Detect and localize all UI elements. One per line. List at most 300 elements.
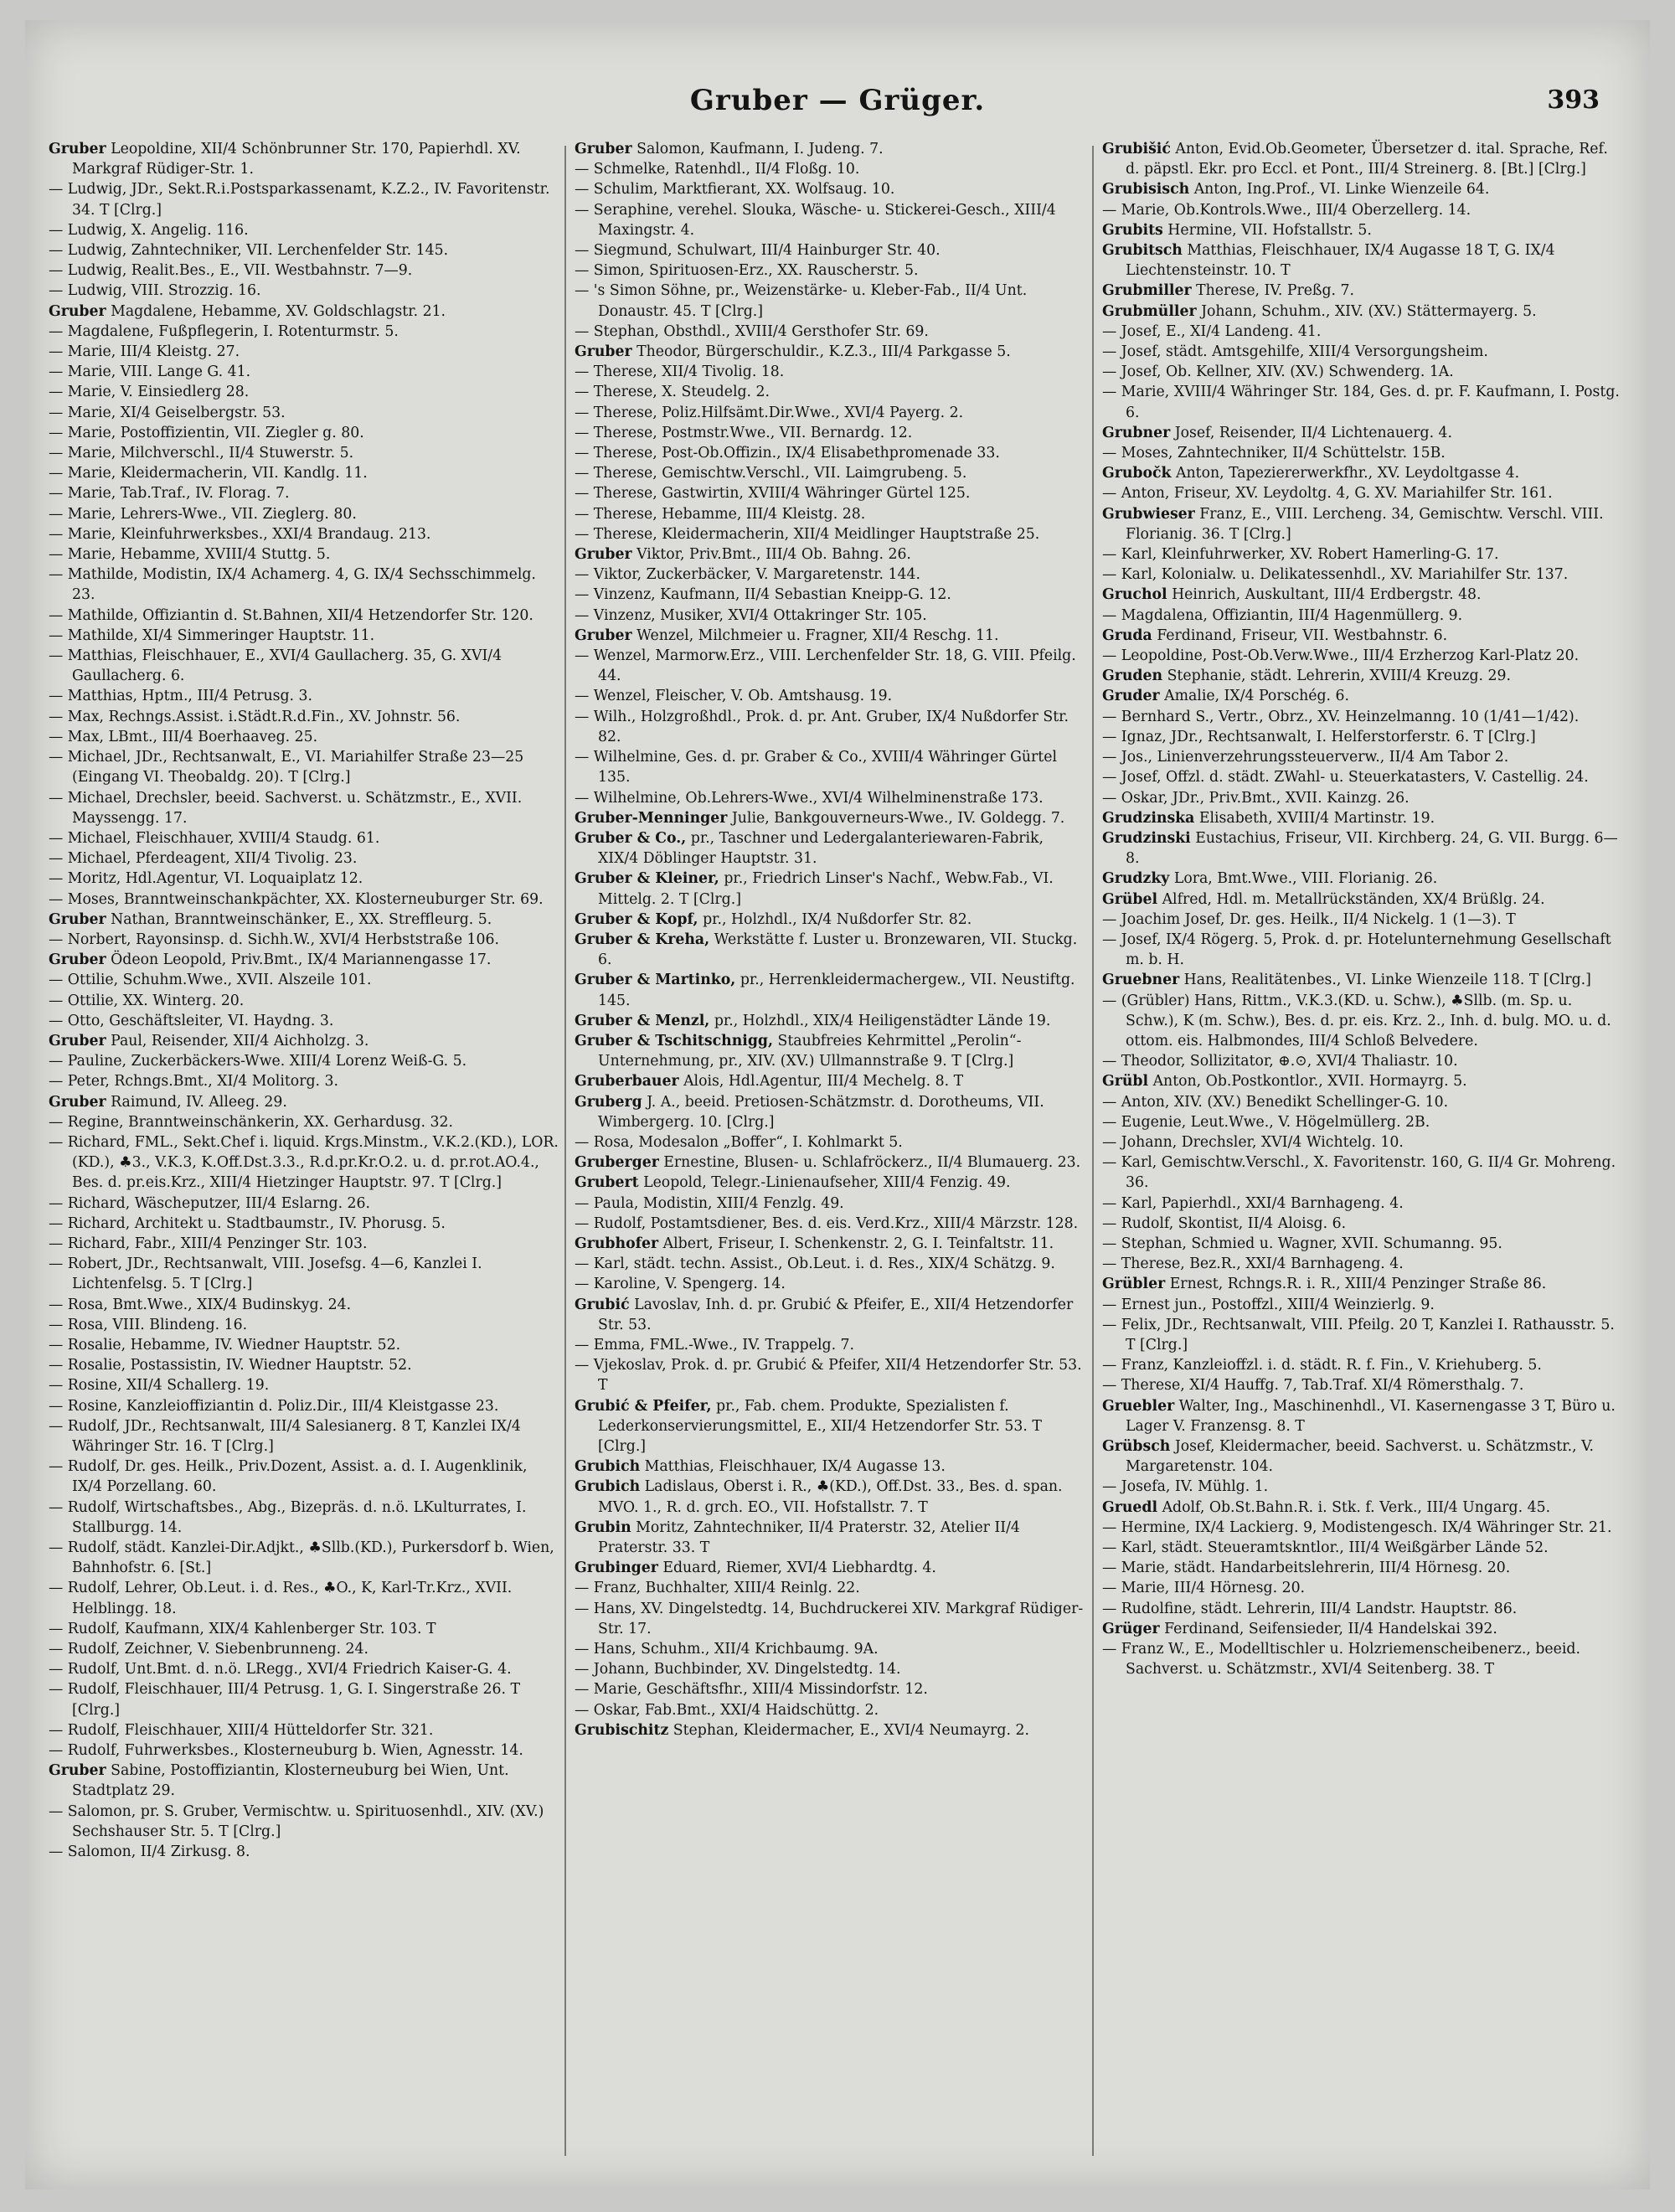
directory-entry xyxy=(1102,1498,1621,1518)
entry-details: — Richard, Wäscheputzer, III/4 Eslarng. 26. xyxy=(49,1194,371,1212)
directory-entry xyxy=(575,342,1085,362)
directory-entry xyxy=(49,991,559,1011)
directory-entry xyxy=(575,585,1085,605)
entry-details: — Wilhelmine, Ob.Lehrers-Wwe., XVI/4 Wilhelminenstraße 173. xyxy=(575,789,1044,807)
directory-entry xyxy=(575,1152,1085,1173)
entry-details: — Marie, XVIII/4 Währinger Str. 184, Ges. d. pr. F. Kaufmann, I. Postg. 6. xyxy=(1102,384,1620,421)
entry-details: — Ludwig, Realit.Bes., E., VII. Westbahnstr. 7—9. xyxy=(49,262,413,280)
entry-surname: Grubischitz xyxy=(575,1721,669,1739)
entry-details: Werkstätte f. Luster u. Bronzewaren, VII. Stuckg. 6. xyxy=(598,931,1078,969)
directory-entry xyxy=(1102,606,1621,626)
entry-surname: Grubisisch xyxy=(1102,181,1190,199)
entry-details: — Ludwig, VIII. Strozzig. 16. xyxy=(49,282,261,300)
entry-details: — Rosa, VIII. Blindeng. 16. xyxy=(49,1316,248,1333)
running-title: Gruber — Grüger. xyxy=(689,84,986,117)
entry-details: — Josef, Ob. Kellner, XIV. (XV.) Schwenderg. 1A. xyxy=(1102,364,1454,381)
directory-entry xyxy=(575,970,1085,1010)
directory-entry xyxy=(575,747,1085,787)
entry-details: — Matthias, Fleischhauer, E., XVI/4 Gaullacherg. 35, G. XVI/4 Gaullacherg. 6. xyxy=(49,647,502,685)
entry-details: Leopold, Telegr.-Linienaufseher, XIII/4 Fenzig. 49. xyxy=(643,1174,1011,1192)
entry-details: — Josef, städt. Amtsgehilfe, XIII/4 Versorgungsheim. xyxy=(1102,343,1488,361)
entry-details: Eduard, Riemer, XVI/4 Liebhardtg. 4. xyxy=(662,1560,936,1577)
entry-surname: Grübler xyxy=(1102,1276,1166,1293)
entry-surname: Grubhofer xyxy=(575,1235,659,1252)
entry-details: — Michael, JDr., Rechtsanwalt, E., VI. Mariahilfer Straße 23—25 (Eingang VI. Theobaldg. 20). T [Clrg.] xyxy=(49,749,524,786)
directory-entry xyxy=(49,707,559,727)
entry-surname: Grubwieser xyxy=(1102,505,1195,523)
entry-details: — Therese, XI/4 Hauffg. 7, Tab.Traf. XI/4 Römersthalg. 7. xyxy=(1102,1377,1524,1395)
directory-entry xyxy=(1102,788,1621,808)
entry-details: — Rosalie, Postassistin, IV. Wiedner Hauptstr. 52. xyxy=(49,1357,412,1374)
entry-details: — Rosalie, Hebamme, IV. Wiedner Hauptstr. 52. xyxy=(49,1336,401,1353)
entry-surname: Grubitsch xyxy=(1102,242,1183,260)
directory-entry xyxy=(1102,910,1621,930)
entry-details: — Karl, Kolonialw. u. Delikatessenhdl., XV. Mariahilfer Str. 137. xyxy=(1102,566,1569,584)
directory-entry xyxy=(49,910,559,930)
entry-details: Staubfreies Kehrmittel „Perolin“-Unternehmung, pr., XIV. (XV.) Ullmannstraße 9. T [Clrg.] xyxy=(598,1032,1022,1070)
entry-details: — Moses, Zahntechniker, II/4 Schüttelstr. 15B. xyxy=(1102,445,1446,462)
directory-entry xyxy=(575,322,1085,342)
entry-details: — (Grübler) Hans, Rittm., V.K.3.(KD. u. Schw.), ♣Sllb. (m. Sp. u. Schw.), K (m. Schw.), Bes. d. pr. eis. Krz. 2., Inh. d. bulg. MO. u. d. ottom. eis. Halbmondes, III/4 Schloß Belvedere. xyxy=(1102,992,1611,1049)
directory-entry xyxy=(575,1214,1085,1234)
directory-entry xyxy=(575,626,1085,646)
directory-entry xyxy=(1102,1518,1621,1538)
directory-entry xyxy=(49,179,559,219)
directory-entry xyxy=(49,1538,559,1578)
entry-details: — Marie, XI/4 Geiselbergstr. 53. xyxy=(49,404,286,421)
directory-entry xyxy=(1102,1436,1621,1477)
directory-column-3 xyxy=(1102,139,1621,2158)
directory-entry xyxy=(575,260,1085,281)
directory-entry xyxy=(575,828,1085,869)
entry-details: Salomon, Kaufmann, I. Judeng. 7. xyxy=(636,141,884,157)
entry-details: Julie, Bankgouverneurs-Wwe., IV. Goldegg. 7. xyxy=(731,809,1065,827)
directory-entry xyxy=(575,646,1085,686)
entry-details: — Magdalene, Fußpflegerin, I. Rotenturmstr. 5. xyxy=(49,322,399,340)
directory-entry xyxy=(1102,463,1621,483)
entry-surname: Gruber & Kleiner, xyxy=(575,870,719,888)
directory-entry xyxy=(1102,139,1621,179)
entry-details: Moritz, Zahntechniker, II/4 Praterstr. 32, Atelier II/4 Praterstr. 33. T xyxy=(598,1518,1020,1557)
directory-entry xyxy=(575,707,1085,747)
entry-details: — Richard, FML., Sekt.Chef i. liquid. Krgs.Minstm., V.K.2.(KD.), LOR.(KD.), ♣3., V.K.3, K.Off.Dst.3.3., R.d.pr.Kr.O.2. u. d. pr.rot.AO.4., Bes. d. pr.eis.Krz., XIII/4 Hietzinger Hauptstr. 97. T [Clrg.] xyxy=(49,1133,559,1192)
directory-entry xyxy=(49,606,559,626)
directory-entry xyxy=(49,1679,559,1720)
directory-entry xyxy=(49,1619,559,1639)
entry-details: — Karoline, V. Spengerg. 14. xyxy=(575,1276,786,1293)
directory-entry xyxy=(1102,220,1621,240)
entry-surname: Grüger xyxy=(1102,1620,1160,1637)
entry-details: — Joachim Josef, Dr. ges. Heilk., II/4 Nickelg. 1 (1—3). T xyxy=(1102,910,1516,928)
entry-details: — Rosa, Bmt.Wwe., XIX/4 Budinskyg. 24. xyxy=(49,1296,352,1313)
entry-details: — Rudolf, städt. Kanzlei-Dir.Adjkt., ♣Sllb.(KD.), Purkersdorf b. Wien, Bahnhofstr. 6. [St.] xyxy=(49,1539,554,1577)
entry-details: — Otto, Geschäftsleiter, VI. Haydng. 3. xyxy=(49,1012,334,1029)
entry-details: Heinrich, Auskultant, III/4 Erdbergstr. 48. xyxy=(1172,586,1482,604)
directory-entry xyxy=(1102,504,1621,544)
entry-details: Josef, Kleidermacher, beeid. Sachverst. u. Schätzmstr., V. Margaretenstr. 104. xyxy=(1126,1438,1595,1476)
entry-details: Matthias, Fleischhauer, IX/4 Augasse 13. xyxy=(644,1458,946,1476)
entry-surname: Grubić & Pfeifer, xyxy=(575,1397,712,1415)
directory-entry xyxy=(1102,1538,1621,1558)
entry-details: Nathan, Branntweinschänker, E., XX. Streffleurg. 5. xyxy=(111,910,492,928)
entry-surname: Gruber xyxy=(49,1032,106,1049)
directory-entry xyxy=(1102,707,1621,727)
entry-details: — Salomon, pr. S. Gruber, Vermischtw. u. Spirituosenhdl., XIV. (XV.) Sechshauser Str. 5. T [Clrg.] xyxy=(49,1802,544,1840)
entry-details: — Johann, Drechsler, XVI/4 Wichtelg. 10. xyxy=(1102,1133,1404,1151)
entry-details: Hermine, VII. Hofstallstr. 5. xyxy=(1167,221,1372,239)
directory-entry xyxy=(49,1659,559,1679)
directory-entry xyxy=(49,788,559,828)
entry-details: — Therese, Kleidermacherin, XII/4 Meidlinger Hauptstraße 25. xyxy=(575,525,1040,543)
entry-details: Elisabeth, XVIII/4 Martinstr. 19. xyxy=(1198,809,1435,827)
directory-entry xyxy=(575,1295,1085,1335)
directory-entry xyxy=(575,362,1085,382)
entry-details: — Franz, Kanzleioffzl. i. d. städt. R. f. Fin., V. Kriehuberg. 5. xyxy=(1102,1357,1542,1374)
page-header xyxy=(25,84,1650,126)
directory-entry xyxy=(49,1194,559,1214)
entry-details: pr., Herrenkleidermachergew., VII. Neustiftg. 145. xyxy=(598,972,1075,1009)
entry-details: — Hermine, IX/4 Lackierg. 9, Modistengesch. IX/4 Währinger Str. 21. xyxy=(1102,1518,1612,1536)
entry-details: Stephanie, städt. Lehrerin, XVIII/4 Kreuzg. 29. xyxy=(1167,668,1512,685)
directory-entry xyxy=(1102,828,1621,869)
directory-entry xyxy=(1102,423,1621,443)
entry-surname: Gruder xyxy=(1102,688,1160,705)
directory-entry xyxy=(1102,1396,1621,1436)
entry-surname: Gruber-Menninger xyxy=(575,809,728,827)
entry-details: — Anton, Friseur, XV. Leydoltg. 4, G. XV. Mariahilfer Str. 161. xyxy=(1102,485,1553,503)
entry-details: Lavoslav, Inh. d. pr. Grubić & Pfeifer, E., XII/4 Hetzendorfer Str. 53. xyxy=(598,1296,1074,1333)
directory-entry xyxy=(1102,1355,1621,1375)
entry-details: — Anton, XIV. (XV.) Benedikt Schellinger-G. 10. xyxy=(1102,1093,1449,1111)
entry-details: — Marie, Hebamme, XVIII/4 Stuttg. 5. xyxy=(49,546,331,564)
entry-details: — Max, Rechngs.Assist. i.Städt.R.d.Fin., XV. Johnstr. 56. xyxy=(49,708,461,725)
directory-entry xyxy=(1102,991,1621,1052)
directory-entry xyxy=(1102,1092,1621,1112)
directory-entry xyxy=(49,848,559,869)
entry-details: — Moses, Branntweinschankpächter, XX. Klosterneuburger Str. 69. xyxy=(49,890,544,908)
directory-entry xyxy=(49,1578,559,1618)
entry-details: — Rosine, Kanzleioffiziantin d. Poliz.Dir., III/4 Kleistgasse 23. xyxy=(49,1397,499,1415)
entry-details: Ernestine, Blusen- u. Schlafröckerz., II/4 Blumauerg. 23. xyxy=(663,1154,1081,1172)
directory-entry xyxy=(1102,1639,1621,1679)
directory-entry xyxy=(575,1558,1085,1578)
entry-details: pr., Fab. chem. Produkte, Spezialisten f. Lederkonservierungsmittel, E., XII/4 Hetzendorfer Str. 53. T [Clrg.] xyxy=(598,1397,1042,1455)
entry-details: — Rudolfine, städt. Lehrerin, III/4 Landstr. Hauptstr. 86. xyxy=(1102,1600,1518,1617)
directory-entry xyxy=(1102,626,1621,646)
directory-entry xyxy=(575,1011,1085,1031)
entry-surname: Grubić xyxy=(575,1296,630,1313)
entry-details: — Johann, Buchbinder, XV. Dingelstedtg. 14. xyxy=(575,1661,901,1678)
directory-entry xyxy=(575,1477,1085,1517)
directory-entry xyxy=(1102,1214,1621,1234)
entry-details: — Moritz, Hdl.Agentur, VI. Loquaiplatz 12. xyxy=(49,870,363,888)
directory-entry xyxy=(575,281,1085,321)
entry-details: Hans, Realitätenbes., VI. Linke Wienzeile 118. T [Clrg.] xyxy=(1183,972,1591,989)
entry-details: — Leopoldine, Post-Ob.Verw.Wwe., III/4 Erzherzog Karl-Platz 20. xyxy=(1102,647,1580,665)
entry-surname: Gruber & Menzl, xyxy=(575,1012,710,1029)
directory-entry xyxy=(575,544,1085,565)
directory-entry xyxy=(49,686,559,706)
entry-details: Adolf, Ob.St.Bahn.R. i. Stk. f. Verk., III/4 Ungarg. 45. xyxy=(1162,1498,1551,1516)
entry-surname: Gruber & Kreha, xyxy=(575,931,710,948)
entry-details: — Karl, Papierhdl., XXI/4 Barnhageng. 4. xyxy=(1102,1194,1404,1212)
directory-entry xyxy=(49,1112,559,1132)
directory-entry xyxy=(49,504,559,524)
directory-entry xyxy=(49,423,559,443)
directory-entry xyxy=(1102,889,1621,910)
directory-entry xyxy=(575,443,1085,463)
entry-details: — Salomon, II/4 Zirkusg. 8. xyxy=(49,1843,250,1861)
directory-entry xyxy=(49,260,559,281)
directory-entry xyxy=(49,1396,559,1416)
entry-details: — Stephan, Schmied u. Wagner, XVII. Schumanng. 95. xyxy=(1102,1235,1502,1252)
entry-surname: Gruber xyxy=(49,951,106,969)
entry-details: — Marie, III/4 Kleistg. 27. xyxy=(49,343,240,361)
entry-details: — Marie, Lehrers-Wwe., VII. Zieglerg. 80. xyxy=(49,505,357,523)
entry-details: — Oskar, JDr., Priv.Bmt., XVII. Kainzg. 26. xyxy=(1102,789,1410,807)
directory-entry xyxy=(1102,970,1621,990)
entry-surname: Gruda xyxy=(1102,626,1152,644)
entry-details: — Michael, Drechsler, beeid. Sachverst. u. Schätzmstr., E., XVII. Mayssengg. 17. xyxy=(49,789,523,827)
entry-surname: Grubinger xyxy=(575,1560,658,1577)
directory-entry xyxy=(575,686,1085,706)
directory-entry xyxy=(575,139,1085,159)
entry-surname: Gruber xyxy=(49,302,106,320)
entry-details: — Rudolf, Fleischhauer, III/4 Petrusg. 1, G. I. Singerstraße 26. T [Clrg.] xyxy=(49,1681,521,1719)
directory-entry xyxy=(1102,1051,1621,1071)
entry-surname: Gruden xyxy=(1102,668,1163,685)
entry-details: — Therese, Gastwirtin, XVIII/4 Währinger Gürtel 125. xyxy=(575,485,971,503)
entry-details: — Rudolf, JDr., Rechtsanwalt, III/4 Salesianerg. 8 T, Kanzlei IX/4 Währinger Str. 16. T [Clrg.] xyxy=(49,1417,521,1455)
directory-entry xyxy=(49,1416,559,1457)
directory-entry xyxy=(49,463,559,483)
entry-surname: Grudzky xyxy=(1102,870,1170,888)
entry-surname: Grubočk xyxy=(1102,465,1172,482)
directory-entry xyxy=(575,382,1085,402)
directory-entry xyxy=(575,1679,1085,1699)
directory-entry xyxy=(575,1234,1085,1254)
entry-details: — Franz W., E., Modelltischler u. Holzriemenscheibenerz., beeid. Sachverst. u. Schätzmstr., XVI/4 Seitenberg. 38. T xyxy=(1102,1641,1580,1678)
entry-details: — Josef, Offzl. d. städt. ZWahl- u. Steuerkatasters, V. Castellig. 24. xyxy=(1102,769,1589,786)
entry-details: — Ignaz, JDr., Rechtsanwalt, I. Helferstorferstr. 6. T [Clrg.] xyxy=(1102,728,1536,745)
entry-details: Viktor, Priv.Bmt., III/4 Ob. Bahng. 26. xyxy=(636,546,911,564)
directory-entry xyxy=(49,220,559,240)
entry-details: — Richard, Architekt u. Stadtbaumstr., IV. Phorusg. 5. xyxy=(49,1214,446,1232)
directory-entry xyxy=(1102,1132,1621,1152)
entry-details: — Seraphine, verehel. Slouka, Wäsche- u. Stickerei-Gesch., XIII/4 Maxingstr. 4. xyxy=(575,201,1056,239)
entry-details: — Ernest jun., Postoffzl., XIII/4 Weinzierlg. 9. xyxy=(1102,1296,1435,1313)
entry-details: Franz, E., VIII. Lercheng. 34, Gemischtw. Verschl. VIII. Florianig. 36. T [Clrg.] xyxy=(1126,505,1604,543)
entry-surname: Grudzinska xyxy=(1102,809,1195,827)
entry-details: — Viktor, Zuckerbäcker, V. Margaretenstr. 144. xyxy=(575,566,921,584)
entry-details: — Marie, Postoffizientin, VII. Ziegler g. 80. xyxy=(49,424,364,441)
directory-entry xyxy=(575,1355,1085,1395)
entry-details: Lora, Bmt.Wwe., VIII. Florianig. 26. xyxy=(1173,870,1438,888)
directory-entry xyxy=(49,626,559,646)
entry-surname: Gruchol xyxy=(1102,586,1167,604)
entry-details: — Rudolf, Kaufmann, XIX/4 Kahlenberger Str. 103. T xyxy=(49,1620,436,1637)
directory-entry xyxy=(49,281,559,301)
directory-entry xyxy=(1102,646,1621,666)
entry-details: Alois, Hdl.Agentur, III/4 Mechelg. 8. T xyxy=(683,1073,964,1091)
entry-details: — Felix, JDr., Rechtsanwalt, VIII. Pfeilg. 20 T, Kanzlei I. Rathausstr. 5. T [Clrg.] xyxy=(1102,1316,1615,1353)
entry-details: — Rosine, XII/4 Schallerg. 19. xyxy=(49,1377,270,1395)
entry-details: — Rudolf, Postamtsdiener, Bes. d. eis. Verd.Krz., XIII/4 Märzstr. 128. xyxy=(575,1214,1079,1232)
entry-surname: Gruber xyxy=(575,141,632,157)
directory-entry xyxy=(1102,544,1621,565)
directory-entry xyxy=(1102,362,1621,382)
directory-entry xyxy=(1102,1315,1621,1355)
entry-surname: Grubich xyxy=(575,1458,641,1476)
directory-entry xyxy=(49,747,559,787)
directory-entry xyxy=(1102,1194,1621,1214)
entry-details: — Robert, JDr., Rechtsanwalt, VIII. Josefsg. 4—6, Kanzlei I. Lichtenfelsg. 5. T [Clrg.] xyxy=(49,1256,482,1293)
directory-entry xyxy=(575,1194,1085,1214)
entry-details: — Mathilde, Offiziantin d. St.Bahnen, XII/4 Hetzendorfer Str. 120. xyxy=(49,606,533,624)
entry-details: — Therese, Bez.R., XXI/4 Barnhageng. 4. xyxy=(1102,1256,1404,1273)
entry-details: — Marie, VIII. Lange G. 41. xyxy=(49,364,251,381)
entry-surname: Gruebner xyxy=(1102,972,1180,989)
entry-surname: Grübsch xyxy=(1102,1438,1171,1455)
directory-entry xyxy=(1102,1071,1621,1091)
directory-entry xyxy=(49,950,559,970)
directory-entry xyxy=(575,240,1085,260)
entry-details: Paul, Reisender, XII/4 Aichholzg. 3. xyxy=(111,1032,369,1049)
entry-details: — Wilhelmine, Ges. d. pr. Graber & Co., XVIII/4 Währinger Gürtel 135. xyxy=(575,749,1057,786)
entry-details: — Marie, Milchverschl., II/4 Stuwerstr. 5. xyxy=(49,445,354,462)
entry-details: Anton, Tapeziererwerkfhr., XV. Leydoltgasse 4. xyxy=(1176,465,1520,482)
directory-entry xyxy=(49,889,559,910)
directory-entry xyxy=(49,1355,559,1375)
entry-details: Therese, IV. Preßg. 7. xyxy=(1196,282,1355,300)
entry-details: — Ludwig, Zahntechniker, VII. Lerchenfelder Str. 145. xyxy=(49,242,449,260)
entry-surname: Gruber xyxy=(575,343,632,361)
entry-details: pr., Holzhdl., XIX/4 Heiligenstädter Lände 19. xyxy=(714,1012,1051,1029)
directory-entry xyxy=(1102,240,1621,281)
entry-details: Raimund, IV. Alleeg. 29. xyxy=(111,1093,287,1111)
entry-details: — Rudolf, Wirtschaftsbes., Abg., Bizepräs. d. n.ö. LKulturrates, I. Stallburgg. 14. xyxy=(49,1498,527,1536)
entry-details: — 's Simon Söhne, pr., Weizenstärke- u. Kleber-Fab., II/4 Unt. Donaustr. 45. T [Clrg.] xyxy=(575,282,1028,320)
directory-entry xyxy=(1102,322,1621,342)
directory-entry xyxy=(49,1335,559,1355)
entry-details: — Oskar, Fab.Bmt., XXI/4 Haidschüttg. 2. xyxy=(575,1701,879,1719)
directory-entry xyxy=(575,1700,1085,1720)
directory-entry xyxy=(1102,200,1621,220)
column-divider-left xyxy=(564,146,566,2156)
directory-entry xyxy=(49,302,559,322)
entry-details: Stephan, Kleidermacher, E., XVI/4 Neumayrg. 2. xyxy=(673,1721,1029,1739)
directory-entry xyxy=(1102,1274,1621,1294)
entry-details: — Michael, Fleischhauer, XVIII/4 Staudg. 61. xyxy=(49,829,380,847)
entry-details: pr., Friedrich Linser's Nachf., Webw.Fab., VI. Mittelg. 2. T [Clrg.] xyxy=(598,870,1054,908)
directory-entry xyxy=(575,606,1085,626)
directory-entry xyxy=(1102,179,1621,199)
entry-details: — Rudolf, Fuhrwerksbes., Klosterneuburg b. Wien, Agnesstr. 14. xyxy=(49,1742,523,1760)
directory-entry xyxy=(575,1132,1085,1152)
entry-details: — Magdalena, Offiziantin, III/4 Hagenmüllerg. 9. xyxy=(1102,606,1463,624)
directory-entry xyxy=(49,524,559,544)
entry-surname: Gruber & Kopf, xyxy=(575,910,698,928)
directory-entry xyxy=(49,362,559,382)
entry-details: — Karl, Kleinfuhrwerker, XV. Robert Hamerling-G. 17. xyxy=(1102,546,1499,564)
entry-details: J. A., beeid. Pretiosen-Schätzmstr. d. Dorotheums, VII. Wimbergerg. 10. [Clrg.] xyxy=(598,1093,1044,1131)
directory-entry xyxy=(49,443,559,463)
column-divider-right xyxy=(1092,146,1094,2156)
entry-details: — Ludwig, JDr., Sekt.R.i.Postsparkassenamt, K.Z.2., IV. Favoritenstr. 34. T [Clrg.] xyxy=(49,181,550,219)
directory-entry xyxy=(1102,1619,1621,1639)
directory-entry xyxy=(575,423,1085,443)
directory-entry xyxy=(1102,930,1621,970)
entry-details: — Josef, E., XI/4 Landeng. 41. xyxy=(1102,322,1322,340)
entry-details: Ferdinand, Friseur, VII. Westbahnstr. 6. xyxy=(1157,626,1448,644)
entry-surname: Gruber & Co., xyxy=(575,829,687,847)
page-number: 393 xyxy=(1547,85,1600,115)
entry-details: — Bernhard S., Vertr., Obrz., XV. Heinzelmanng. 10 (1/41—1/42). xyxy=(1102,708,1580,725)
entry-details: — Mathilde, Modistin, IX/4 Achamerg. 4, G. IX/4 Sechsschimmelg. 23. xyxy=(49,566,536,604)
directory-entry xyxy=(49,382,559,402)
directory-entry xyxy=(575,1457,1085,1477)
entry-details: Anton, Ob.Postkontlor., XVII. Hormayrg. 5. xyxy=(1152,1073,1467,1091)
entry-details: — Jos., Linienverzehrungssteuerverw., II/4 Am Tabor 2. xyxy=(1102,749,1509,766)
entry-surname: Gruber & Martinko, xyxy=(575,972,736,989)
directory-entry xyxy=(1102,565,1621,585)
entry-surname: Grubits xyxy=(1102,221,1163,239)
entry-details: — Simon, Spirituosen-Erz., XX. Rauscherstr. 5. xyxy=(575,262,919,280)
entry-details: — Paula, Modistin, XIII/4 Fenzlg. 49. xyxy=(575,1194,844,1212)
entry-surname: Grubmiller xyxy=(1102,282,1192,300)
entry-surname: Gruber xyxy=(575,546,632,564)
directory-entry xyxy=(49,970,559,990)
entry-details: Anton, Ing.Prof., VI. Linke Wienzeile 64. xyxy=(1193,181,1490,199)
entry-details: Amalie, IX/4 Porschég. 6. xyxy=(1164,688,1350,705)
entry-details: — Vinzenz, Kaufmann, II/4 Sebastian Kneipp-G. 12. xyxy=(575,586,951,604)
entry-details: — Siegmund, Schulwart, III/4 Hainburger Str. 40. xyxy=(575,242,941,260)
directory-entry xyxy=(575,1599,1085,1639)
entry-details: — Therese, Poliz.Hilfsämt.Dir.Wwe., XVI/4 Payerg. 2. xyxy=(575,404,964,421)
entry-surname: Grudzinski xyxy=(1102,829,1191,847)
directory-entry xyxy=(575,1720,1085,1740)
directory-entry xyxy=(1102,869,1621,889)
entry-details: — Ottilie, Schuhm.Wwe., XVII. Alszeile 101. xyxy=(49,972,372,989)
entry-details: — Ottilie, XX. Winterg. 20. xyxy=(49,992,245,1009)
entry-surname: Grübel xyxy=(1102,890,1158,908)
directory-entry xyxy=(1102,281,1621,301)
entry-surname: Gruber xyxy=(49,141,106,157)
entry-details: — Rudolf, Zeichner, V. Siebenbrunneng. 24. xyxy=(49,1641,369,1658)
directory-entry xyxy=(49,1214,559,1234)
entry-details: pr., Taschner und Ledergalanteriewaren-Fabrik, XIX/4 Döblinger Hauptstr. 31. xyxy=(598,829,1044,868)
entry-details: Matthias, Fleischhauer, IX/4 Augasse 18 T, G. IX/4 Liechtensteinstr. 10. T xyxy=(1126,242,1555,280)
directory-entry xyxy=(49,869,559,889)
directory-entry xyxy=(49,565,559,605)
directory-entry xyxy=(49,1132,559,1194)
entry-details: — Marie, Ob.Kontrols.Wwe., III/4 Oberzellerg. 14. xyxy=(1102,201,1471,219)
directory-entry xyxy=(575,1639,1085,1659)
directory-entry xyxy=(49,1254,559,1294)
directory-entry xyxy=(1102,1477,1621,1497)
directory-entry xyxy=(575,1335,1085,1355)
entry-details: — Josefa, IV. Mühlg. 1. xyxy=(1102,1478,1269,1496)
directory-entry xyxy=(49,930,559,950)
entry-details: — Marie, V. Einsiedlerg 28. xyxy=(49,384,250,401)
entry-details: Magdalene, Hebamme, XV. Goldschlagstr. 21. xyxy=(111,302,446,320)
directory-entry xyxy=(575,524,1085,544)
directory-entry xyxy=(49,240,559,260)
directory-entry xyxy=(1102,382,1621,422)
entry-details: — Josef, IX/4 Rögerg. 5, Prok. d. pr. Hotelunternehmung Gesellschaft m. b. H. xyxy=(1102,931,1611,969)
entry-details: — Hans, Schuhm., XII/4 Krichbaumg. 9A. xyxy=(575,1641,879,1658)
directory-entry xyxy=(575,808,1085,828)
